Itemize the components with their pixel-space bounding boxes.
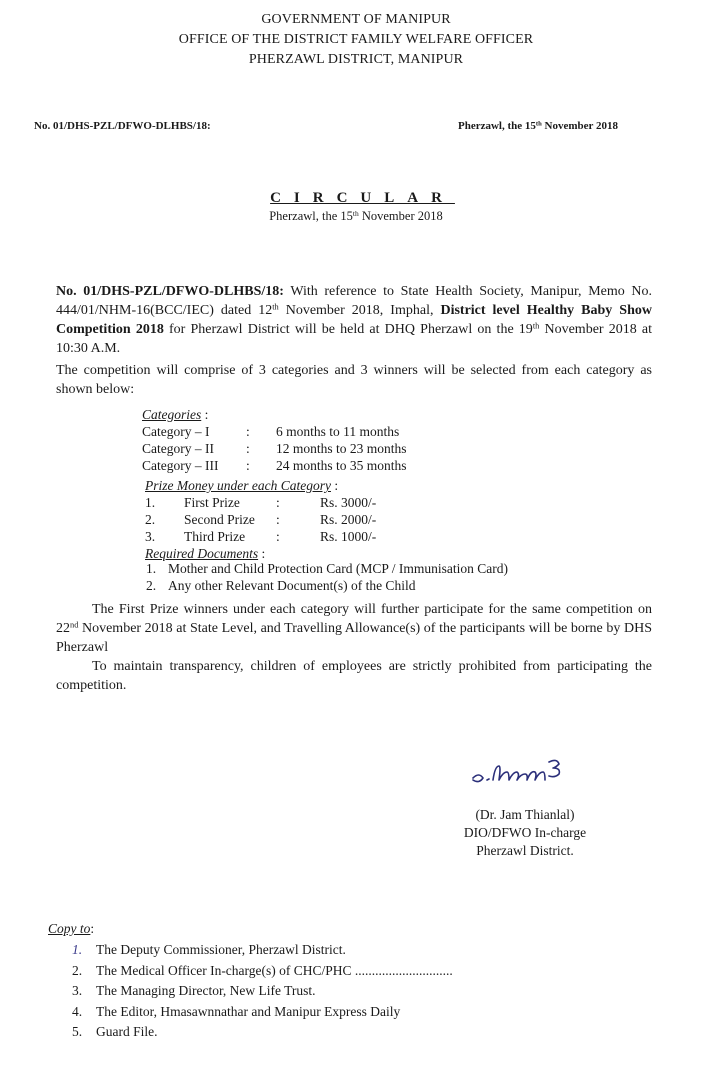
reference-number: No. 01/DHS-PZL/DFWO-DLHBS/18:: [34, 120, 211, 132]
copy-to-item: [72, 940, 453, 961]
state-level-text-2: November 2018 at State Level, and Travelling Allowance(s) of the participants will be borne by DHS Pherzawl: [56, 621, 652, 655]
documents-heading-colon: :: [261, 546, 266, 561]
document-item: [146, 577, 508, 594]
copy-to-item: [72, 1022, 453, 1043]
copy-to-num: 4.: [72, 1003, 83, 1019]
copy-to-item: [72, 1002, 453, 1023]
document-text: Mother and Child Protection Card (MCP / Immunisation Card): [168, 561, 508, 576]
category-row: [142, 423, 407, 440]
signatory-district: Pherzawl District.: [476, 843, 574, 858]
letterhead: [0, 10, 712, 70]
copy-to-list: [72, 940, 453, 1043]
circular-date-prefix: Pherzawl, the 15: [269, 209, 353, 223]
reference-date-suffix: November 2018: [541, 120, 618, 132]
prize-amount: Rs. 3000/-: [320, 495, 377, 510]
prize-sep: :: [276, 512, 280, 527]
intro-ref: No. 01/DHS-PZL/DFWO-DLHBS/18:: [56, 284, 284, 299]
intro-event-name: District level Healthy Baby Show Competition 2018: [56, 303, 652, 337]
prize-heading: [145, 477, 338, 494]
categories-heading-colon: :: [204, 407, 209, 422]
document-text: Any other Relevant Document(s) of the Child: [168, 578, 416, 593]
circular-date-sup: th: [352, 208, 359, 218]
document-num: 2.: [146, 578, 157, 593]
state-level-sup: nd: [70, 620, 79, 630]
reference-date-prefix: Pherzawl, the 15: [458, 120, 536, 132]
circular-heading: CIRCULAR: [270, 190, 455, 206]
copy-to-item: [72, 981, 453, 1002]
prize-amount: Rs. 2000/-: [320, 512, 377, 527]
prize-row: [145, 511, 376, 528]
prize-table: [145, 494, 376, 545]
competition-paragraph: The competition will comprise of 3 categories and 3 winners will be selected from each category as shown below:: [56, 363, 652, 397]
prize-heading-colon: :: [334, 478, 339, 493]
circular-title-block: [0, 190, 712, 224]
prize-sep: :: [276, 529, 280, 544]
category-name: Category – III: [142, 458, 219, 473]
copy-to-num: 1.: [72, 942, 83, 957]
category-name: Category – I: [142, 424, 210, 439]
prize-name: Third Prize: [184, 529, 246, 544]
letterhead-office: OFFICE OF THE DISTRICT FAMILY WELFARE OFFICER: [178, 32, 534, 47]
documents-list: [146, 560, 508, 594]
category-range: 24 months to 35 months: [276, 458, 407, 473]
signatory-block: [440, 806, 610, 860]
copy-to-text: The Medical Officer In-charge(s) of CHC/PHC .............................: [96, 962, 453, 978]
circular-date-suffix: November 2018: [358, 209, 443, 223]
category-range: 6 months to 11 months: [276, 424, 400, 439]
letterhead-government: GOVERNMENT OF MANIPUR: [261, 12, 451, 27]
category-row: [142, 457, 407, 474]
copy-to-item: [72, 961, 453, 982]
category-sep: :: [246, 424, 250, 439]
signatory-name: (Dr. Jam Thianlal): [475, 807, 575, 822]
category-row: [142, 440, 407, 457]
prize-heading-text: Prize Money under each Category: [145, 478, 331, 493]
copy-to-num: 5.: [72, 1024, 83, 1039]
copy-to-heading-text: Copy to: [48, 921, 91, 936]
state-level-paragraph: [56, 600, 652, 657]
category-sep: :: [246, 458, 250, 473]
prize-num: 3.: [145, 529, 156, 544]
copy-to-text: The Deputy Commissioner, Pherzawl District.: [96, 942, 346, 957]
copy-to-text: Guard File.: [96, 1024, 158, 1039]
categories-heading: [142, 406, 208, 423]
copy-to-heading-colon: :: [90, 921, 95, 936]
intro-sup-1: th: [272, 302, 279, 312]
circular-date: [0, 209, 712, 224]
signatory-designation: DIO/DFWO In-charge: [463, 825, 587, 840]
category-sep: :: [246, 441, 250, 456]
copy-to-text: The Editor, Hmasawnnathar and Manipur Express Daily: [96, 1003, 401, 1019]
intro-text-3: for Pherzawl District will be held at DHQ Pherzawl on the 19: [163, 322, 533, 337]
letterhead-district: PHERZAWL DISTRICT, MANIPUR: [248, 52, 464, 67]
prize-row: [145, 494, 376, 511]
category-range: 12 months to 23 months: [276, 441, 407, 456]
state-level-text-1: The First Prize winners under each category will further participate for the same competition on 22: [56, 602, 652, 636]
copy-to-num: 2.: [72, 962, 83, 978]
reference-date: [458, 120, 618, 132]
categories-table: [142, 423, 407, 474]
copy-to-num: 3.: [72, 983, 83, 998]
category-name: Category – II: [142, 441, 214, 456]
intro-text-2: November 2018, Imphal,: [278, 303, 441, 318]
copy-to-heading: [48, 921, 94, 937]
prize-sep: :: [276, 495, 280, 510]
prize-num: 1.: [145, 495, 156, 510]
intro-text-1: With reference to State Health Society, Manipur, Memo No. 444/01/NHM-16(BCC/IEC) dated 12: [56, 284, 652, 318]
prize-row: [145, 528, 376, 545]
signature-scribble-icon: [465, 750, 595, 790]
prize-amount: Rs. 1000/-: [320, 529, 377, 544]
intro-paragraph: [56, 282, 652, 358]
categories-heading-text: Categories: [142, 407, 202, 422]
transparency-paragraph: To maintain transparency, children of employees are strictly prohibited from participating the competition.: [56, 659, 652, 693]
prize-num: 2.: [145, 512, 156, 527]
intro-text-4: November 2018 at 10:30 A.M.: [56, 322, 652, 356]
documents-heading-text: Required Documents: [145, 546, 259, 561]
intro-sup-2: th: [532, 321, 540, 331]
copy-to-text: The Managing Director, New Life Trust.: [96, 983, 316, 998]
prize-name: Second Prize: [184, 512, 255, 527]
document-num: 1.: [146, 561, 157, 576]
reference-date-sup: th: [535, 120, 542, 128]
document-item: [146, 560, 508, 577]
prize-name: First Prize: [184, 495, 240, 510]
